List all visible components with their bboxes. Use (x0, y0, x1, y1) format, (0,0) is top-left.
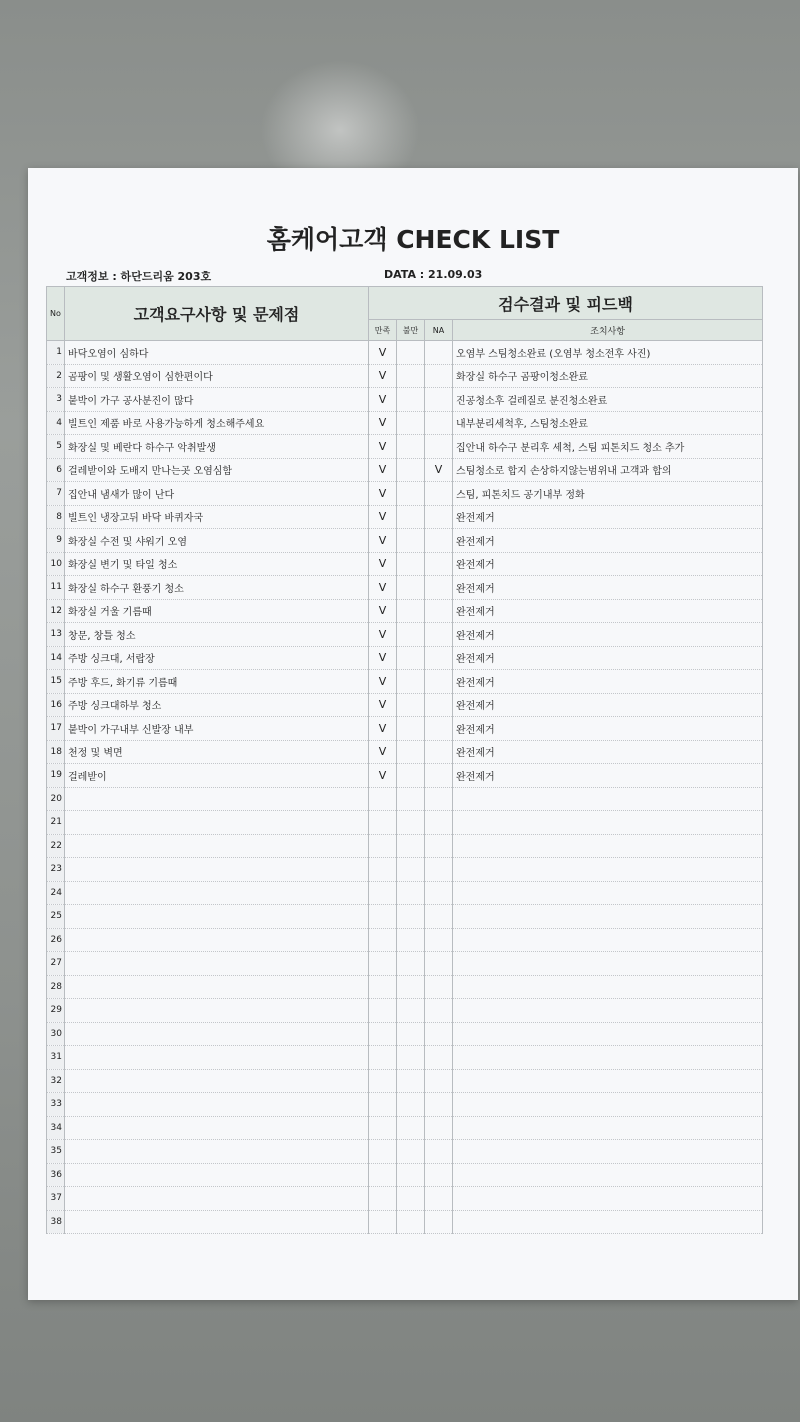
row-action: 스팀, 피톤치드 공기내부 정화 (453, 482, 763, 506)
row-number: 9 (47, 529, 65, 553)
row-satisfied-mark: V (369, 599, 397, 623)
row-number: 20 (47, 787, 65, 811)
row-dissatisfied-mark (397, 693, 425, 717)
row-number: 14 (47, 646, 65, 670)
row-dissatisfied-mark (397, 599, 425, 623)
row-action: 완전제거 (453, 670, 763, 694)
row-request (65, 1116, 369, 1140)
row-dissatisfied-mark (397, 1187, 425, 1211)
row-satisfied-mark (369, 1210, 397, 1234)
row-satisfied-mark: V (369, 576, 397, 600)
row-na-mark (425, 881, 453, 905)
row-action (453, 811, 763, 835)
row-dissatisfied-mark (397, 975, 425, 999)
row-satisfied-mark (369, 811, 397, 835)
row-request (65, 1046, 369, 1070)
row-request: 붙박이 가구 공사분진이 많다 (65, 388, 369, 412)
row-action (453, 1093, 763, 1117)
row-na-mark (425, 364, 453, 388)
row-satisfied-mark: V (369, 717, 397, 741)
row-number: 7 (47, 482, 65, 506)
table-row (47, 364, 763, 388)
row-number: 21 (47, 811, 65, 835)
row-request: 걸레받이와 도배지 만나는곳 오염심함 (65, 458, 369, 482)
table-row (47, 1116, 763, 1140)
row-number: 13 (47, 623, 65, 647)
row-number: 22 (47, 834, 65, 858)
table-row (47, 764, 763, 788)
row-request: 화장실 하수구 환풍기 청소 (65, 576, 369, 600)
row-number: 36 (47, 1163, 65, 1187)
row-satisfied-mark (369, 905, 397, 929)
row-number: 38 (47, 1210, 65, 1234)
row-number: 17 (47, 717, 65, 741)
row-number: 32 (47, 1069, 65, 1093)
table-row (47, 905, 763, 929)
row-satisfied-mark (369, 881, 397, 905)
row-number: 4 (47, 411, 65, 435)
row-action: 완전제거 (453, 717, 763, 741)
row-action (453, 1140, 763, 1164)
row-na-mark (425, 1163, 453, 1187)
row-request: 집안내 냄새가 많이 난다 (65, 482, 369, 506)
table-row (47, 1093, 763, 1117)
row-number: 12 (47, 599, 65, 623)
row-satisfied-mark (369, 1022, 397, 1046)
row-number: 8 (47, 505, 65, 529)
row-action: 완전제거 (453, 529, 763, 553)
row-na-mark (425, 1210, 453, 1234)
row-number: 34 (47, 1116, 65, 1140)
row-action (453, 834, 763, 858)
row-request: 걸레받이 (65, 764, 369, 788)
row-action (453, 858, 763, 882)
row-na-mark (425, 505, 453, 529)
row-dissatisfied-mark (397, 1210, 425, 1234)
table-row (47, 552, 763, 576)
row-action: 화장실 하수구 곰팡이청소완료 (453, 364, 763, 388)
table-row (47, 458, 763, 482)
row-action: 완전제거 (453, 740, 763, 764)
row-satisfied-mark (369, 1046, 397, 1070)
row-satisfied-mark: V (369, 341, 397, 365)
row-request: 천정 및 벽면 (65, 740, 369, 764)
row-satisfied-mark: V (369, 552, 397, 576)
table-row (47, 1022, 763, 1046)
row-satisfied-mark: V (369, 670, 397, 694)
row-dissatisfied-mark (397, 928, 425, 952)
header-na: NA (425, 320, 453, 341)
row-satisfied-mark (369, 999, 397, 1023)
row-number: 18 (47, 740, 65, 764)
row-number: 6 (47, 458, 65, 482)
row-na-mark (425, 1187, 453, 1211)
row-request (65, 858, 369, 882)
header-row (47, 287, 763, 320)
table-row (47, 952, 763, 976)
row-request: 빌트인 제품 바로 사용가능하게 청소해주세요 (65, 411, 369, 435)
row-dissatisfied-mark (397, 388, 425, 412)
row-request (65, 1022, 369, 1046)
row-dissatisfied-mark (397, 670, 425, 694)
row-action (453, 905, 763, 929)
row-na-mark (425, 834, 453, 858)
row-action: 완전제거 (453, 552, 763, 576)
table-row (47, 834, 763, 858)
row-satisfied-mark: V (369, 529, 397, 553)
row-dissatisfied-mark (397, 364, 425, 388)
row-request (65, 1093, 369, 1117)
row-na-mark (425, 811, 453, 835)
row-number: 33 (47, 1093, 65, 1117)
table-row (47, 411, 763, 435)
table-row (47, 599, 763, 623)
row-dissatisfied-mark (397, 646, 425, 670)
row-dissatisfied-mark (397, 787, 425, 811)
table-row (47, 1187, 763, 1211)
row-number: 10 (47, 552, 65, 576)
row-number: 23 (47, 858, 65, 882)
document-title: 홈케어고객 CHECK LIST (266, 225, 560, 254)
row-satisfied-mark (369, 1069, 397, 1093)
row-request (65, 787, 369, 811)
row-action (453, 1022, 763, 1046)
row-na-mark (425, 576, 453, 600)
header-result: 검수결과 및 피드백 (369, 287, 763, 320)
table-row (47, 576, 763, 600)
table-row (47, 505, 763, 529)
row-action: 완전제거 (453, 693, 763, 717)
row-satisfied-mark: V (369, 388, 397, 412)
row-na-mark (425, 1093, 453, 1117)
row-dissatisfied-mark (397, 1022, 425, 1046)
row-satisfied-mark (369, 1140, 397, 1164)
row-na-mark (425, 1069, 453, 1093)
row-dissatisfied-mark (397, 411, 425, 435)
row-satisfied-mark: V (369, 411, 397, 435)
row-satisfied-mark (369, 834, 397, 858)
header-action: 조치사항 (453, 320, 763, 341)
row-na-mark (425, 952, 453, 976)
row-satisfied-mark (369, 928, 397, 952)
row-action: 내부분리세척후, 스팀청소완료 (453, 411, 763, 435)
row-dissatisfied-mark (397, 858, 425, 882)
row-request (65, 952, 369, 976)
row-request (65, 999, 369, 1023)
row-na-mark (425, 670, 453, 694)
row-satisfied-mark: V (369, 435, 397, 459)
row-action: 완전제거 (453, 599, 763, 623)
row-request: 바닥오염이 심하다 (65, 341, 369, 365)
table-row (47, 341, 763, 365)
row-dissatisfied-mark (397, 881, 425, 905)
row-dissatisfied-mark (397, 505, 425, 529)
row-number: 28 (47, 975, 65, 999)
row-satisfied-mark (369, 1163, 397, 1187)
row-action: 완전제거 (453, 623, 763, 647)
row-request (65, 928, 369, 952)
row-number: 37 (47, 1187, 65, 1211)
table-row (47, 858, 763, 882)
row-dissatisfied-mark (397, 552, 425, 576)
table-row (47, 1046, 763, 1070)
row-action (453, 881, 763, 905)
document-date: DATA : 21.09.03 (384, 268, 483, 281)
row-satisfied-mark (369, 1187, 397, 1211)
row-number: 3 (47, 388, 65, 412)
row-na-mark (425, 905, 453, 929)
row-number: 30 (47, 1022, 65, 1046)
table-row (47, 975, 763, 999)
row-request (65, 1140, 369, 1164)
row-request (65, 905, 369, 929)
table-row (47, 388, 763, 412)
row-na-mark (425, 999, 453, 1023)
table-row (47, 717, 763, 741)
table-row (47, 482, 763, 506)
row-number: 31 (47, 1046, 65, 1070)
table-row (47, 646, 763, 670)
row-satisfied-mark (369, 975, 397, 999)
row-request (65, 834, 369, 858)
row-dissatisfied-mark (397, 435, 425, 459)
row-request: 주방 싱크대하부 청소 (65, 693, 369, 717)
row-number: 1 (47, 341, 65, 365)
table-row (47, 740, 763, 764)
row-request: 곰팡이 및 생활오염이 심한편이다 (65, 364, 369, 388)
row-na-mark (425, 1046, 453, 1070)
header-no: No (47, 287, 65, 341)
row-dissatisfied-mark (397, 834, 425, 858)
row-number: 16 (47, 693, 65, 717)
row-dissatisfied-mark (397, 1163, 425, 1187)
row-na-mark (425, 435, 453, 459)
row-satisfied-mark (369, 858, 397, 882)
row-action (453, 787, 763, 811)
row-request: 주방 싱크대, 서랍장 (65, 646, 369, 670)
row-action: 완전제거 (453, 764, 763, 788)
row-action: 완전제거 (453, 576, 763, 600)
row-na-mark (425, 740, 453, 764)
row-action: 오염부 스팀청소완료 (오염부 청소전후 사진) (453, 341, 763, 365)
row-dissatisfied-mark (397, 341, 425, 365)
table-row (47, 881, 763, 905)
row-request (65, 1163, 369, 1187)
row-dissatisfied-mark (397, 1046, 425, 1070)
table-row (47, 999, 763, 1023)
row-dissatisfied-mark (397, 952, 425, 976)
row-action: 완전제거 (453, 505, 763, 529)
row-dissatisfied-mark (397, 999, 425, 1023)
row-na-mark (425, 858, 453, 882)
row-satisfied-mark (369, 1116, 397, 1140)
row-na-mark (425, 975, 453, 999)
table-row (47, 435, 763, 459)
row-na-mark (425, 1022, 453, 1046)
row-na-mark (425, 482, 453, 506)
row-dissatisfied-mark (397, 717, 425, 741)
row-action: 진공청소후 걸레질로 분진청소완료 (453, 388, 763, 412)
row-request (65, 1069, 369, 1093)
table-row (47, 693, 763, 717)
row-dissatisfied-mark (397, 576, 425, 600)
row-action (453, 952, 763, 976)
row-action: 집안내 하수구 분리후 세척, 스팀 피톤치드 청소 추가 (453, 435, 763, 459)
table-row (47, 1069, 763, 1093)
row-request (65, 881, 369, 905)
row-number: 26 (47, 928, 65, 952)
row-na-mark (425, 552, 453, 576)
row-na-mark (425, 1140, 453, 1164)
row-satisfied-mark: V (369, 482, 397, 506)
row-satisfied-mark (369, 1093, 397, 1117)
table-body (47, 341, 763, 1234)
row-action (453, 975, 763, 999)
row-request: 창문, 창틀 청소 (65, 623, 369, 647)
row-request (65, 975, 369, 999)
row-number: 27 (47, 952, 65, 976)
row-dissatisfied-mark (397, 529, 425, 553)
row-satisfied-mark (369, 787, 397, 811)
row-satisfied-mark (369, 952, 397, 976)
header-satisfied: 만족 (369, 320, 397, 341)
row-request: 주방 후드, 화기류 기름때 (65, 670, 369, 694)
row-action (453, 1163, 763, 1187)
row-dissatisfied-mark (397, 1069, 425, 1093)
table-row (47, 670, 763, 694)
row-request: 화장실 거울 기름때 (65, 599, 369, 623)
row-number: 35 (47, 1140, 65, 1164)
table-row (47, 1140, 763, 1164)
row-na-mark (425, 646, 453, 670)
row-action (453, 1187, 763, 1211)
row-na-mark (425, 599, 453, 623)
table-row (47, 928, 763, 952)
table-row (47, 1210, 763, 1234)
table-row (47, 623, 763, 647)
row-dissatisfied-mark (397, 1093, 425, 1117)
row-satisfied-mark: V (369, 505, 397, 529)
header-request: 고객요구사항 및 문제점 (65, 287, 369, 341)
row-request (65, 811, 369, 835)
row-dissatisfied-mark (397, 623, 425, 647)
row-na-mark (425, 411, 453, 435)
table-row (47, 529, 763, 553)
table-row (47, 1163, 763, 1187)
row-dissatisfied-mark (397, 1140, 425, 1164)
row-satisfied-mark: V (369, 458, 397, 482)
row-dissatisfied-mark (397, 482, 425, 506)
row-number: 25 (47, 905, 65, 929)
row-number: 15 (47, 670, 65, 694)
row-na-mark (425, 717, 453, 741)
row-satisfied-mark: V (369, 364, 397, 388)
row-action (453, 1069, 763, 1093)
row-satisfied-mark: V (369, 623, 397, 647)
row-request: 붙박이 가구내부 신발장 내부 (65, 717, 369, 741)
row-request (65, 1210, 369, 1234)
row-satisfied-mark: V (369, 764, 397, 788)
row-na-mark (425, 341, 453, 365)
row-action (453, 1046, 763, 1070)
row-request: 화장실 변기 및 타일 청소 (65, 552, 369, 576)
row-action (453, 928, 763, 952)
row-na-mark (425, 928, 453, 952)
checklist-table (46, 286, 763, 1234)
row-na-mark (425, 623, 453, 647)
row-na-mark (425, 1116, 453, 1140)
row-number: 5 (47, 435, 65, 459)
row-na-mark (425, 764, 453, 788)
row-na-mark (425, 787, 453, 811)
row-satisfied-mark: V (369, 740, 397, 764)
row-dissatisfied-mark (397, 811, 425, 835)
row-satisfied-mark: V (369, 693, 397, 717)
customer-info: 고객정보 : 하단드리움 203호 (66, 270, 212, 283)
header-dissatisfied: 불만 (397, 320, 425, 341)
row-number: 29 (47, 999, 65, 1023)
row-na-mark (425, 693, 453, 717)
row-number: 19 (47, 764, 65, 788)
row-action: 완전제거 (453, 646, 763, 670)
row-request: 화장실 수전 및 샤워기 오염 (65, 529, 369, 553)
row-request: 빌트인 냉장고뒤 바닥 바퀴자국 (65, 505, 369, 529)
row-number: 2 (47, 364, 65, 388)
row-action (453, 1210, 763, 1234)
row-dissatisfied-mark (397, 458, 425, 482)
checklist-paper (28, 168, 798, 1300)
row-satisfied-mark: V (369, 646, 397, 670)
row-dissatisfied-mark (397, 764, 425, 788)
row-action: 스팀청소로 합지 손상하지않는범위내 고객과 합의 (453, 458, 763, 482)
table-row (47, 787, 763, 811)
row-request: 화장실 및 베란다 하수구 악취발생 (65, 435, 369, 459)
row-action (453, 1116, 763, 1140)
row-dissatisfied-mark (397, 1116, 425, 1140)
row-action (453, 999, 763, 1023)
row-na-mark: V (425, 458, 453, 482)
row-na-mark (425, 388, 453, 412)
row-number: 24 (47, 881, 65, 905)
row-dissatisfied-mark (397, 905, 425, 929)
row-request (65, 1187, 369, 1211)
row-number: 11 (47, 576, 65, 600)
row-dissatisfied-mark (397, 740, 425, 764)
table-row (47, 811, 763, 835)
row-na-mark (425, 529, 453, 553)
